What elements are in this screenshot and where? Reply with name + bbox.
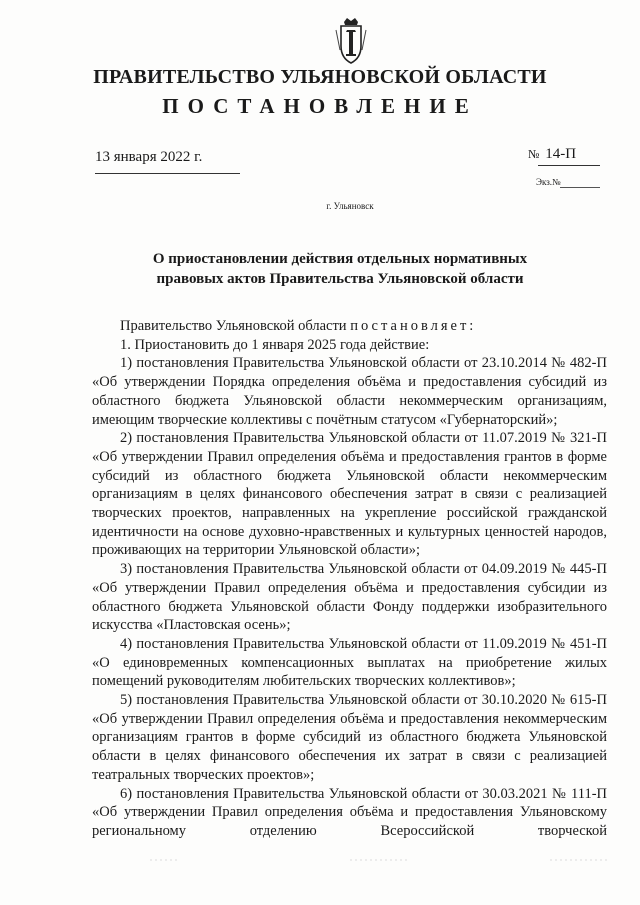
- body-paragraph-4: 3) постановления Правительства Ульяновской области от 04.09.2019 № 445-П «Об утверждении Правил определения объёма и предоставления субсидии из областного бюджета Ульяновской области Фонду поддержки изобразительного искусства «Пластовская осень»;: [92, 561, 607, 634]
- copy-number-label: Экз.№: [536, 177, 561, 187]
- document-date: 13 января 2022 г.: [95, 149, 203, 165]
- body-paragraph-7: 6) постановления Правительства Ульяновской области от 30.03.2021 № 111-П «Об утверждении Правил определения объёма и предоставления Ульяновскому региональному отделению Всероссийской творческой: [92, 785, 607, 839]
- document-subject: [120, 249, 560, 289]
- government-title: ПРАВИТЕЛЬСТВО УЛЬЯНОВСКОЙ ОБЛАСТИ: [93, 66, 547, 88]
- coat-of-arms-icon: [334, 16, 368, 66]
- subject-line-1: О приостановлении действия отдельных нормативных: [152, 251, 528, 267]
- date-underline: [95, 173, 240, 174]
- document-number: [528, 146, 576, 163]
- scan-marks: [150, 855, 610, 865]
- number-underline: [538, 165, 600, 166]
- document-city: г. Ульяновск: [326, 201, 374, 211]
- body-intro-subject: Правительство Ульяновской области: [120, 318, 351, 334]
- body-paragraph-6: 5) постановления Правительства Ульяновской области от 30.10.2020 № 615-П «Об утверждении Правил определения объёма и предоставления некоммерческим организациям грантов в форме субсидий из областного бюджета Ульяновской области в целях финансового обеспечения их затрат в связи с реализацией театральных творческих проектов»;: [92, 692, 607, 783]
- body-intro: [92, 317, 607, 336]
- body-paragraph-5: 4) постановления Правительства Ульяновской области от 11.09.2019 № 451-П «О единовременных компенсационных выплатах на приобретение жилых помещений руководителям любительских творческих коллективов»;: [92, 635, 607, 690]
- number-sign: №: [528, 147, 540, 161]
- number-value: 14-П: [545, 146, 577, 162]
- subject-line-2: правовых актов Правительства Ульяновской области: [156, 271, 524, 287]
- document-body: [92, 317, 607, 841]
- body-paragraph-1: 1. Приостановить до 1 января 2025 года действие:: [120, 336, 430, 353]
- document-type: ПОСТАНОВЛЕНИЕ: [162, 94, 478, 118]
- copy-number-underline: [560, 187, 600, 188]
- body-paragraph-2: 1) постановления Правительства Ульяновской области от 23.10.2014 № 482-П «Об утверждении Порядка определения объёма и предоставления субсидий из областного бюджета Ульяновской области некоммерческим организациям, имеющим творческие коллективы с почётным статусом «Губернаторский»;: [92, 355, 607, 428]
- body-paragraph-3: 2) постановления Правительства Ульяновской области от 11.07.2019 № 321-П «Об утверждении Правил определения объёма и предоставления грантов в форме субсидий из областного бюджета Ульяновской области некоммерческим организациям в целях финансового обеспечения затрат в связи с реализацией творческих проектов, направленных на укрепление российской гражданской идентичности на основе духовно-нравственных и культурных ценностей народов, проживающих на территории Ульяновской области»;: [92, 430, 607, 559]
- body-intro-verb: постановляет:: [350, 318, 477, 334]
